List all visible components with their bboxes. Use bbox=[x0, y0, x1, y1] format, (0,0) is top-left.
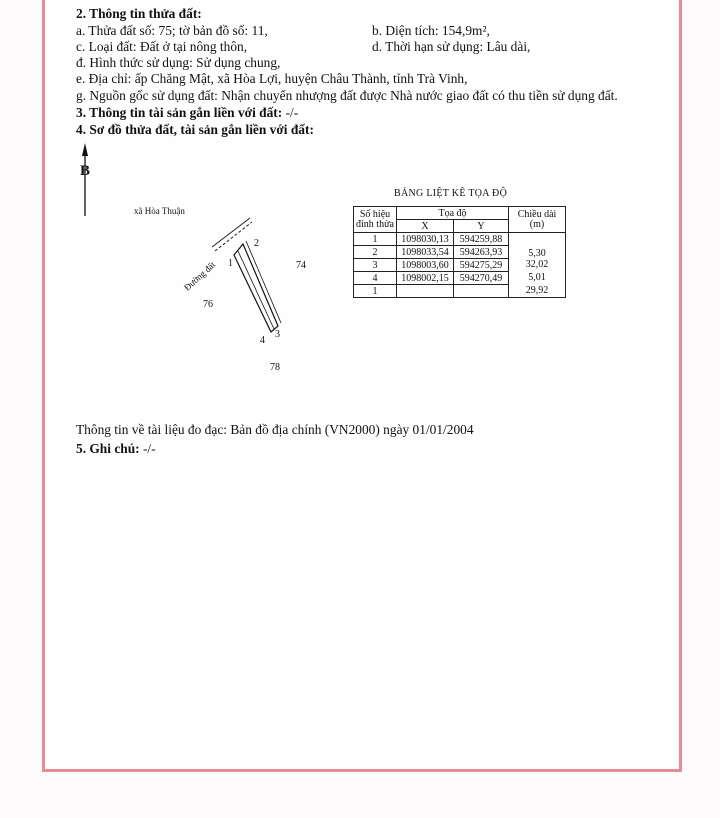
coord-table-header bbox=[354, 207, 566, 220]
parcel-boundary-line bbox=[246, 241, 281, 323]
vertex-3-label: 3 bbox=[275, 329, 280, 340]
vertex-2-label: 2 bbox=[254, 238, 259, 249]
section-5-value: -/- bbox=[139, 441, 156, 456]
table-row: 1 29,92 bbox=[354, 285, 566, 298]
parcel-75-inner-line bbox=[238, 251, 274, 329]
coord-table bbox=[353, 206, 566, 298]
header-y: Y bbox=[454, 220, 509, 233]
land-type-line: c. Loại đất: Đất ở tại nông thôn, bbox=[76, 39, 248, 54]
north-label: B bbox=[80, 163, 91, 179]
usage-form-line: đ. Hình thức sử dụng: Sử dụng chung, bbox=[76, 55, 281, 70]
header-coord: Tọa độ bbox=[397, 207, 509, 220]
parcel-78-label: 78 bbox=[270, 362, 280, 373]
north-arrow-head bbox=[82, 143, 88, 156]
length-2-3: 32,02 bbox=[509, 259, 566, 272]
parcel-number-line: a. Thửa đất số: 75; tờ bản đồ số: 11, bbox=[76, 23, 268, 38]
origin-line: g. Nguồn gốc sử dụng đất: Nhận chuyển nhượng đất được Nhà nước giao đất có thu tiền sử dụng đất. bbox=[76, 88, 618, 103]
table-row: 1 1098030,13 594259,88 5,30 bbox=[354, 233, 566, 246]
section-2-heading: 2. Thông tin thửa đất: bbox=[76, 6, 202, 21]
header-point-id: Số hiệu đỉnh thửa bbox=[354, 207, 397, 233]
table-row: 3 1098003,60 594275,29 32,02 bbox=[354, 259, 566, 272]
parcel-76-label: 76 bbox=[203, 299, 213, 310]
road-center-line bbox=[215, 222, 252, 251]
section-3-value: -/- bbox=[282, 105, 299, 120]
road-edge-line bbox=[212, 218, 250, 247]
usage-period-line: d. Thời hạn sử dụng: Lâu dài, bbox=[372, 39, 531, 54]
commune-label: xã Hòa Thuận bbox=[134, 206, 185, 216]
table-row: 4 1098002,15 594270,49 5,01 bbox=[354, 272, 566, 285]
coord-table-title: BẢNG LIỆT KÊ TỌA ĐỘ bbox=[394, 188, 508, 199]
area-line: b. Diện tích: 154,9m², bbox=[372, 23, 490, 38]
length-3-4: 5,01 bbox=[509, 272, 566, 285]
road-label: Đường đất bbox=[182, 259, 218, 293]
parcel-74-label: 74 bbox=[296, 260, 306, 271]
section-5-line bbox=[76, 441, 156, 457]
header-length: Chiều dài (m) bbox=[509, 207, 566, 233]
length-1-2: 5,30 bbox=[509, 233, 566, 259]
vertex-1-label: 1 bbox=[228, 258, 233, 269]
address-line: e. Địa chỉ: ấp Chăng Mật, xã Hòa Lợi, huyện Châu Thành, tỉnh Trà Vinh, bbox=[76, 71, 468, 86]
length-4-1: 29,92 bbox=[509, 285, 566, 298]
header-x: X bbox=[397, 220, 454, 233]
section-3-heading: 3. Thông tin tài sản gắn liền với đất: bbox=[76, 105, 283, 120]
survey-info-line: Thông tin về tài liệu đo đạc: Bản đồ địa chính (VN2000) ngày 01/01/2004 bbox=[76, 422, 474, 437]
section-4-heading: 4. Sơ đồ thửa đất, tài sản gắn liền với đất: bbox=[76, 122, 314, 137]
table-row: 2 1098033,54 594263,93 bbox=[354, 246, 566, 259]
vertex-4-label: 4 bbox=[260, 335, 265, 346]
section-5-heading: 5. Ghi chú: bbox=[76, 441, 140, 456]
